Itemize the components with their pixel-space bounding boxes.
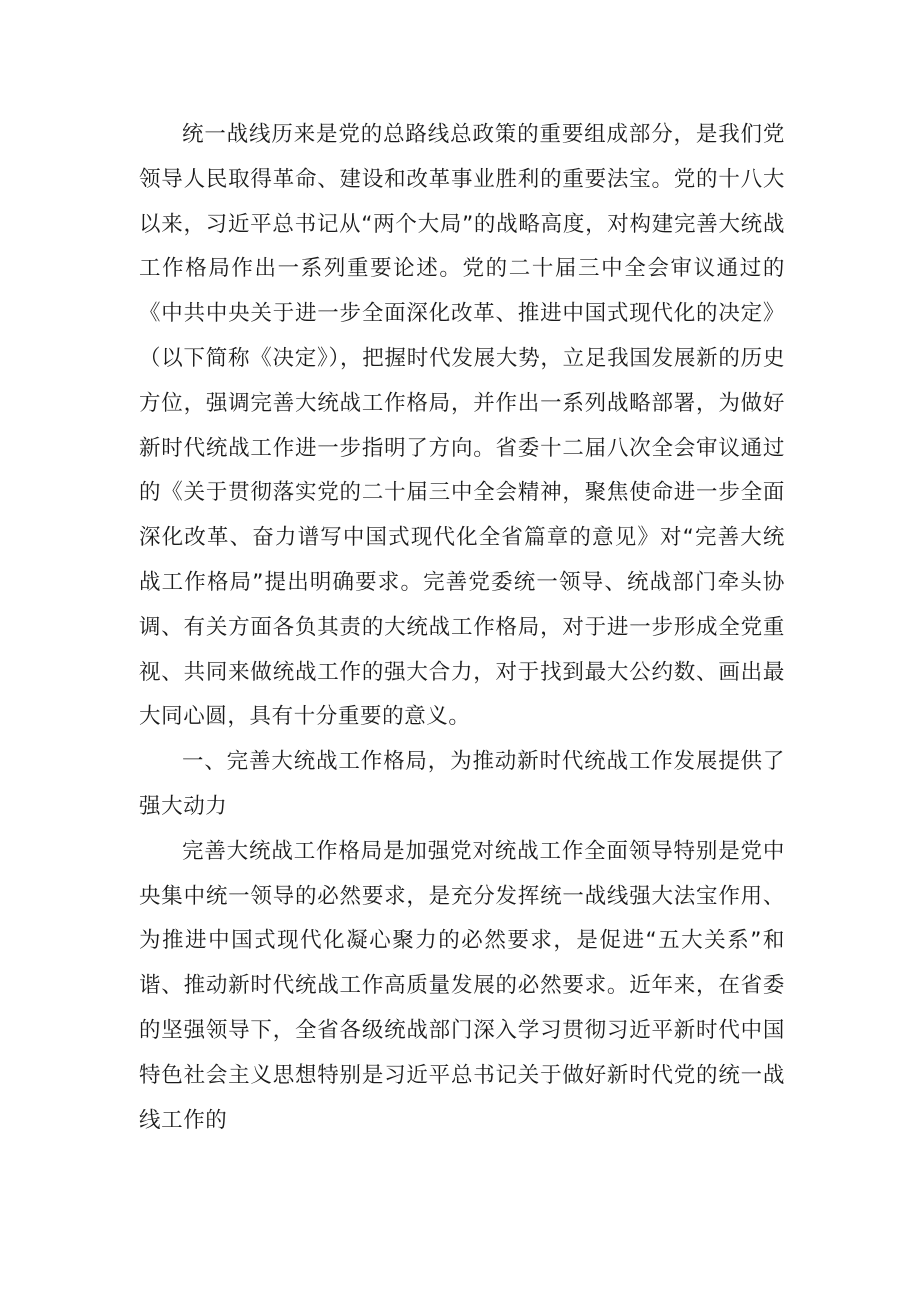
section-1-paragraph: 完善大统战工作格局是加强党对统战工作全面领导特别是党中央集中统一领导的必然要求，是充分发挥统一战线强大法宝作用、为推进中国式现代化凝心聚力的必然要求，是促进“五大关系”和谐、推动新时代统战工作高质量发展的必然要求。近年来，在省委的坚强领导下，全省各级统战部门深入学习贯彻习近平新时代中国特色社会主义思想特别是习近平总书记关于做好新时代党的统一战线工作的 — [139, 838, 785, 1133]
document-body — [139, 113, 785, 1143]
section-heading-1: 一、完善大统战工作格局，为推动新时代统战工作发展提供了强大动力 — [139, 749, 785, 819]
intro-paragraph: 统一战线历来是党的总路线总政策的重要组成部分，是我们党领导人民取得革命、建设和改革事业胜利的重要法宝。党的十八大以来，习近平总书记从“两个大局”的战略高度，对构建完善大统战工作格局作出一系列重要论述。党的二十届三中全会审议通过的《中共中央关于进一步全面深化改革、推进中国式现代化的决定》（以下简称《决定》），把握时代发展大势，立足我国发展新的历史方位，强调完善大统战工作格局，并作出一系列战略部署，为做好新时代统战工作进一步指明了方向。省委十二届八次全会审议通过的《关于贯彻落实党的二十届三中全会精神，聚焦使命进一步全面深化改革、奋力谱写中国式现代化全省篇章的意见》对“完善大统战工作格局”提出明确要求。完善党委统一领导、统战部门牵头协调、有关方面各负其责的大统战工作格局，对于进一步形成全党重视、共同来做统战工作的强大合力，对于找到最大公约数、画出最大同心圆，具有十分重要的意义。 — [139, 122, 785, 730]
